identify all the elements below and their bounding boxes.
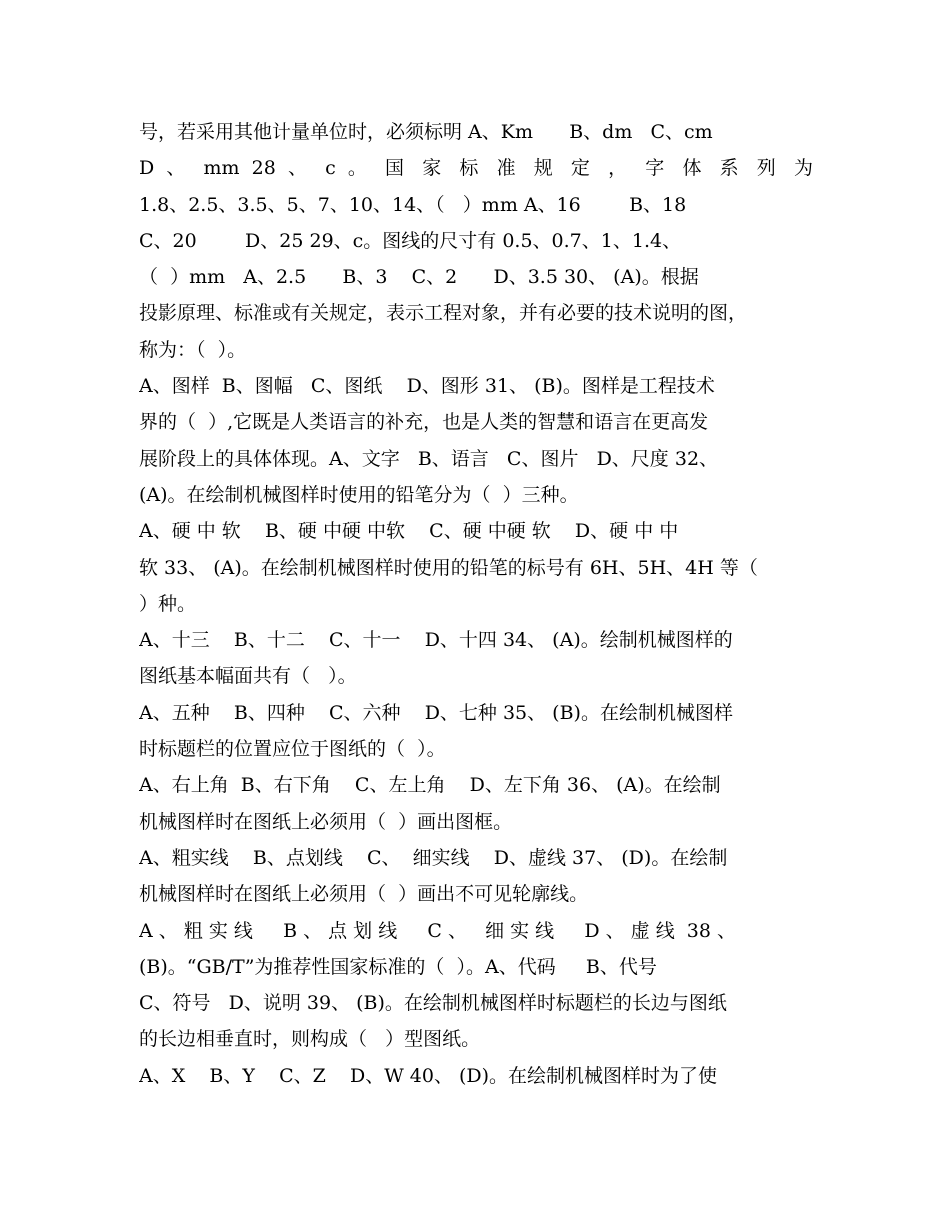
text-line: A、粗实线 B、点划线 C、 细实线 D、虚线 37、 (D)。在绘制 xyxy=(139,846,728,869)
text-line: 1.8、2.5、3.5、5、7、10、14、（ ）mm A、16 B、18 xyxy=(139,193,687,216)
text-line: A、硬 中 软 B、硬 中硬 中软 C、硬 中硬 软 D、硬 中 中 xyxy=(139,520,679,543)
text-line: （ ）mm A、2.5 B、3 C、2 D、3.5 30、 (A)。根据 xyxy=(139,266,699,289)
text-line: A、五种 B、四种 C、六种 D、七种 35、 (B)。在绘制机械图样 xyxy=(139,701,733,724)
text-line: 机械图样时在图纸上必须用（ ）画出不可见轮廓线。 xyxy=(139,883,589,906)
document-body xyxy=(139,114,813,1094)
text-line: A、十三 B、十二 C、十一 D、十四 34、 (A)。绘制机械图样的 xyxy=(139,629,733,652)
text-line: C、20 D、25 29、c。图线的尺寸有 0.5、0.7、1、1.4、 xyxy=(139,229,682,252)
text-line: 机械图样时在图纸上必须用（ ）画出图框。 xyxy=(139,810,513,833)
text-line: 图纸基本幅面共有（ ）。 xyxy=(139,665,357,688)
text-line: D 、 mm 28 、 c 。 国 家 标 准 规 定 ， 字 体 系 列 为 xyxy=(139,157,813,180)
text-line: 时标题栏的位置应位于图纸的（ ）。 xyxy=(139,738,446,761)
text-line: (B)。“GB/T”为推荐性国家标准的（ ）。A、代码 B、代号 xyxy=(139,955,657,978)
text-line: A、右上角 B、右下角 C、左上角 D、左下角 36、 (A)。在绘制 xyxy=(139,774,721,797)
text-line: 的长边相垂直时，则构成（ ）型图纸。 xyxy=(139,1028,481,1051)
text-line: A、图样 B、图幅 C、图纸 D、图形 31、 (B)。图样是工程技术 xyxy=(139,375,715,398)
text-line: 投影原理、标准或有关规定，表示工程对象，并有必要的技术说明的图， xyxy=(139,302,748,325)
text-line: A、X B、Y C、Z D、W 40、 (D)。在绘制机械图样时为了使 xyxy=(139,1064,718,1087)
text-line: C、符号 D、说明 39、 (B)。在绘制机械图样时标题栏的长边与图纸 xyxy=(139,992,727,1015)
text-line: 软 33、 (A)。在绘制机械图样时使用的铅笔的标号有 6H、5H、4H 等（ xyxy=(139,556,758,579)
text-line: (A)。在绘制机械图样时使用的铅笔分为（ ）三种。 xyxy=(139,483,579,506)
text-line: 称为：（ ）。 xyxy=(139,338,247,361)
text-line: A 、 粗 实 线 B 、 点 划 线 C 、 细 实 线 D 、 虚 线 38 、 xyxy=(139,919,737,942)
text-line: ）种。 xyxy=(139,592,197,615)
text-line: 号，若采用其他计量单位时，必须标明 A、Km B、dm C、cm xyxy=(139,121,713,143)
text-line: 展阶段上的具体体现。A、文字 B、语言 C、图片 D、尺度 32、 xyxy=(139,447,719,470)
text-line: 界的（ ）,它既是人类语言的补充，也是人类的智慧和语言在更高发 xyxy=(139,411,709,434)
